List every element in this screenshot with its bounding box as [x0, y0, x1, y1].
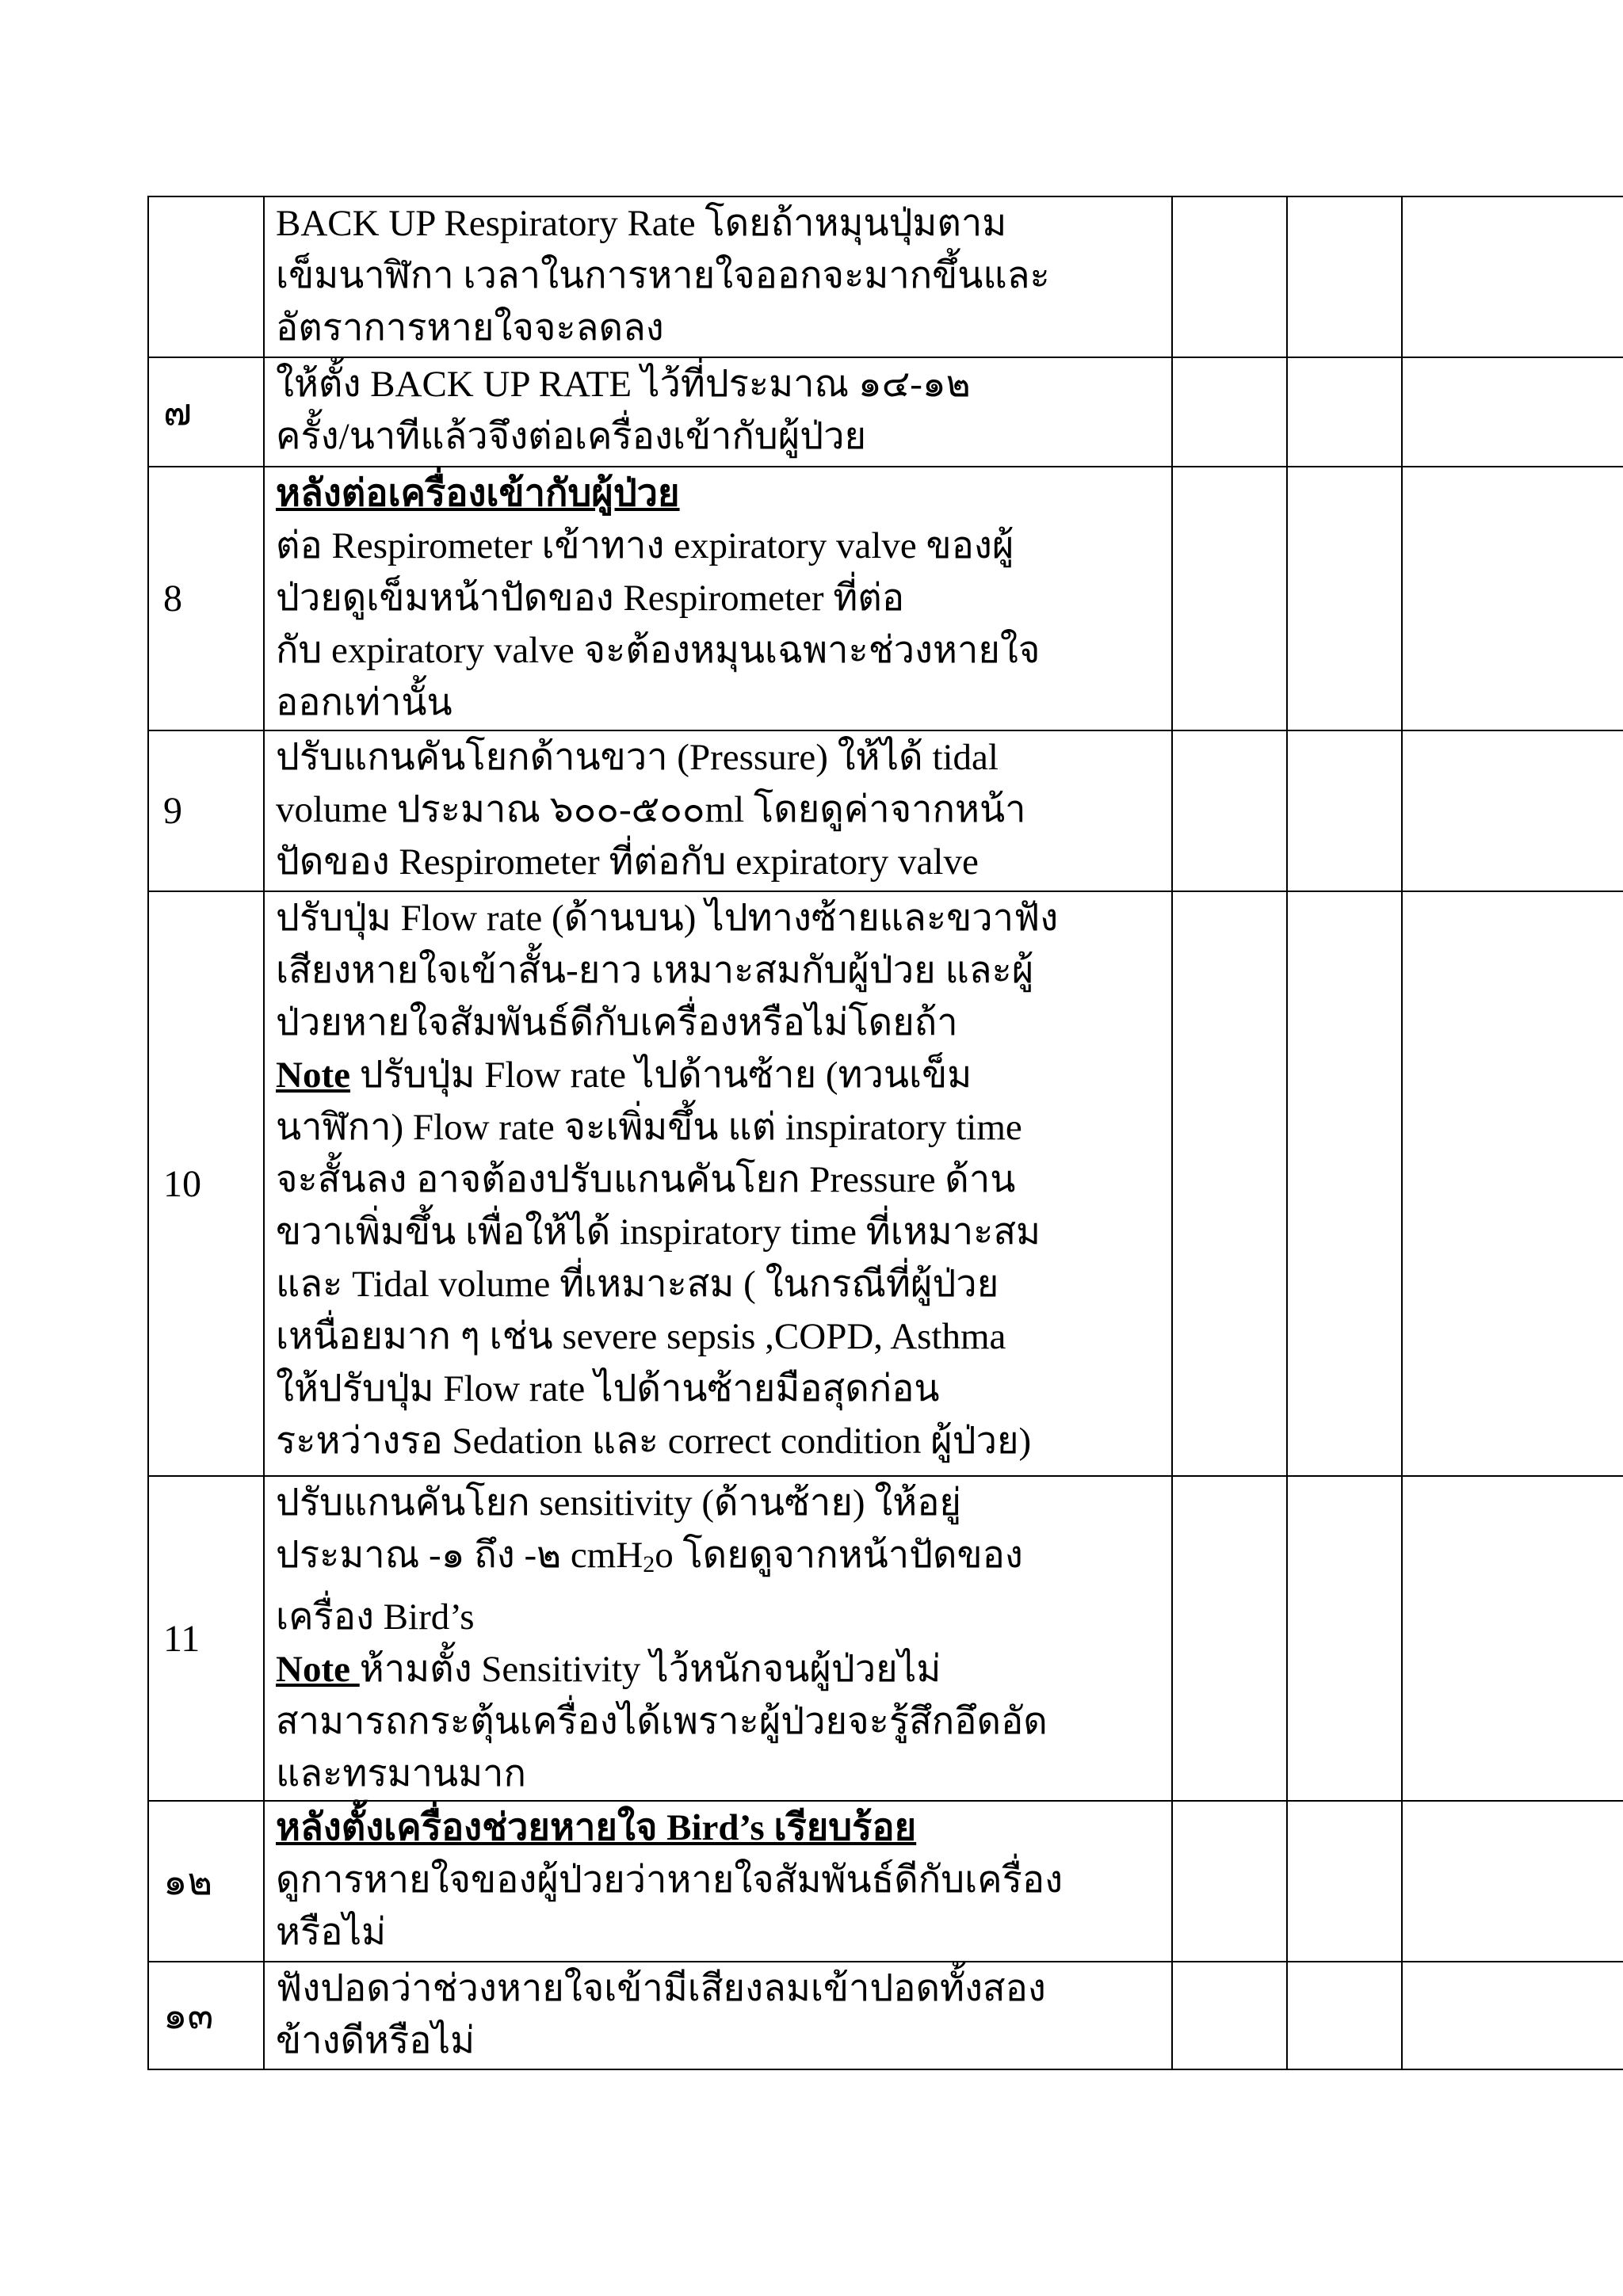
text-fragment: ประมาณ -๑ ถึง -๒ cmH — [276, 1535, 643, 1576]
check-cell — [1402, 1962, 1623, 2069]
text-line: volume ประมาณ ๖๐๐-๕๐๐ml โดยดูค่าจากหน้า — [276, 789, 1026, 830]
note-label: Note — [276, 1649, 360, 1690]
step-description — [264, 730, 1172, 891]
check-cell — [1287, 467, 1402, 730]
step-number: ๑๓ — [148, 1962, 264, 2069]
check-cell — [1287, 1801, 1402, 1962]
check-cell — [1402, 1801, 1623, 1962]
text-line: สามารถกระตุ้นเครื่องได้เพราะผู้ป่วยจะรู้สึกอึดอัด — [276, 1701, 1048, 1742]
step-description — [264, 196, 1172, 357]
text-line — [276, 1529, 1167, 1591]
text-line: ปรับปุ่ม Flow rate (ด้านบน) ไปทางซ้ายและขวาฟัง — [276, 898, 1059, 939]
text-line: เครื่อง Bird’s — [276, 1596, 475, 1638]
step-description — [264, 891, 1172, 1476]
table-row — [148, 730, 1623, 891]
text-line: ฟังปอดว่าช่วงหายใจเข้ามีเสียงลมเข้าปอดทั้งสอง — [276, 1968, 1046, 2009]
section-heading: หลังตั้งเครื่องช่วยหายใจ Bird’s เรียบร้อย — [276, 1807, 917, 1848]
check-cell — [1287, 730, 1402, 891]
check-cell — [1402, 1476, 1623, 1801]
step-number: 9 — [148, 730, 264, 891]
text-fragment: o โดยดูจากหน้าปัดของ — [655, 1535, 1023, 1576]
text-line: ให้ปรับปุ่ม Flow rate ไปด้านซ้ายมือสุดก่อน — [276, 1368, 940, 1409]
text-line: ป่วยหายใจสัมพันธ์ดีกับเครื่องหรือไม่โดยถ้า — [276, 1002, 958, 1043]
check-cell — [1172, 730, 1287, 891]
check-cell — [1172, 357, 1287, 467]
check-cell — [1402, 730, 1623, 891]
text-line: และทรมานมาก — [276, 1753, 526, 1794]
step-description — [264, 1476, 1172, 1801]
step-number — [148, 196, 264, 357]
check-cell — [1402, 891, 1623, 1476]
check-cell — [1402, 357, 1623, 467]
text-line: ป่วยดูเข็มหน้าปัดของ Respirometer ที่ต่อ — [276, 578, 905, 619]
check-cell — [1172, 1476, 1287, 1801]
note-text: ห้ามตั้ง Sensitivity ไว้หนักจนผู้ป่วยไม่ — [359, 1649, 941, 1690]
step-description — [264, 1801, 1172, 1962]
text-line: ข้างดีหรือไม่ — [276, 2020, 475, 2061]
text-line: ปรับแกนคันโยก sensitivity (ด้านซ้าย) ให้อยู่ — [276, 1482, 961, 1524]
text-line: เหนื่อยมาก ๆ เช่น severe sepsis ,COPD, Asthma — [276, 1316, 1006, 1357]
table-row — [148, 1962, 1623, 2069]
section-heading: หลังต่อเครื่องเข้ากับผู้ป่วย — [276, 473, 680, 514]
check-cell — [1402, 196, 1623, 357]
text-line: กับ expiratory valve จะต้องหมุนเฉพาะช่วงหายใจ — [276, 630, 1041, 671]
step-description — [264, 467, 1172, 730]
check-cell — [1172, 891, 1287, 1476]
check-cell — [1287, 357, 1402, 467]
procedure-table — [147, 196, 1623, 2070]
text-line: ให้ตั้ง BACK UP RATE ไว้ที่ประมาณ ๑๔-๑๒ — [276, 364, 971, 405]
text-line: ดูการหายใจของผู้ป่วยว่าหายใจสัมพันธ์ดีกับเครื่อง — [276, 1859, 1064, 1901]
table-row — [148, 1476, 1623, 1801]
step-number: ๗ — [148, 357, 264, 467]
text-line: เข็มนาฬิกา เวลาในการหายใจออกจะมากขึ้นและ — [276, 255, 1050, 296]
step-description — [264, 1962, 1172, 2069]
check-cell — [1287, 891, 1402, 1476]
text-line: BACK UP Respiratory Rate โดยถ้าหมุนปุ่มตาม — [276, 203, 1007, 244]
text-line: เสียงหายใจเข้าสั้น-ยาว เหมาะสมกับผู้ป่วย และผู้ — [276, 950, 1034, 991]
text-line: ระหว่างรอ Sedation และ correct condition ผู้ป่วย) — [276, 1421, 1032, 1462]
table-row — [148, 467, 1623, 730]
note-text: ปรับปุ่ม Flow rate ไปด้านซ้าย (ทวนเข็ม — [349, 1055, 972, 1096]
text-line: และ Tidal volume ที่เหมาะสม ( ในกรณีที่ผู้ป่วย — [276, 1264, 999, 1305]
note-label: Note — [276, 1055, 350, 1096]
text-line: ครั้ง/นาทีแล้วจึงต่อเครื่องเข้ากับผู้ป่วย — [276, 416, 867, 457]
check-cell — [1287, 196, 1402, 357]
check-cell — [1172, 1801, 1287, 1962]
text-line: อัตราการหายใจจะลดลง — [276, 307, 664, 349]
check-cell — [1172, 467, 1287, 730]
table-row — [148, 196, 1623, 357]
check-cell — [1172, 1962, 1287, 2069]
step-number: ๑๒ — [148, 1801, 264, 1962]
step-description — [264, 357, 1172, 467]
step-number: 10 — [148, 891, 264, 1476]
text-line: หรือไม่ — [276, 1912, 387, 1953]
text-line: ปัดของ Respirometer ที่ต่อกับ expiratory valve — [276, 841, 979, 883]
step-number: 8 — [148, 467, 264, 730]
subscript: 2 — [643, 1551, 655, 1577]
step-number: 11 — [148, 1476, 264, 1801]
text-line: นาฬิกา) Flow rate จะเพิ่มขึ้น แต่ inspiratory time — [276, 1107, 1022, 1148]
text-line: ขวาเพิ่มขึ้น เพื่อให้ได้ inspiratory time ที่เหมาะสม — [276, 1211, 1041, 1253]
note-line — [276, 1643, 1167, 1695]
check-cell — [1287, 1962, 1402, 2069]
check-cell — [1287, 1476, 1402, 1801]
text-line: ปรับแกนคันโยกด้านขวา (Pressure) ให้ได้ tidal — [276, 737, 999, 778]
table-row — [148, 891, 1623, 1476]
table-row — [148, 1801, 1623, 1962]
check-cell — [1402, 467, 1623, 730]
text-line: จะสั้นลง อาจต้องปรับแกนคันโยก Pressure ด้าน — [276, 1159, 1016, 1200]
check-cell — [1172, 196, 1287, 357]
text-line: ต่อ Respirometer เข้าทาง expiratory valve ของผู้ — [276, 525, 1014, 566]
table-row — [148, 357, 1623, 467]
text-line: ออกเท่านั้น — [276, 682, 453, 723]
note-line — [276, 1049, 1167, 1101]
